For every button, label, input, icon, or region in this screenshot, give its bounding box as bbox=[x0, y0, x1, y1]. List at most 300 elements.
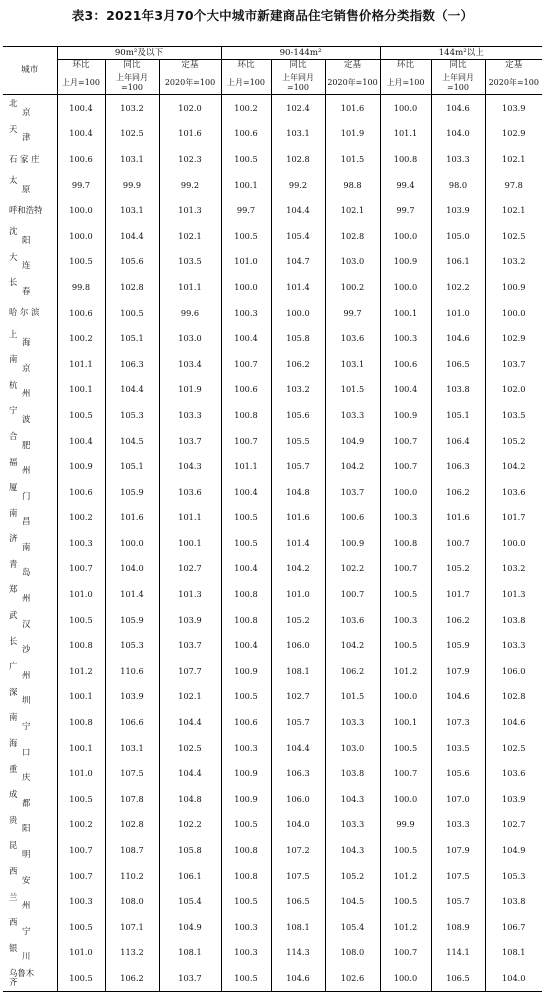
index-value-cell: 100.2 bbox=[57, 812, 105, 838]
index-value-cell: 106.2 bbox=[431, 479, 485, 505]
city-name-cell: 重 庆 bbox=[9, 763, 31, 783]
base-header-mom: 上月=100 bbox=[380, 71, 431, 95]
index-value-cell: 100.3 bbox=[380, 607, 431, 633]
index-value-cell: 100.5 bbox=[380, 837, 431, 863]
index-value-cell: 106.6 bbox=[105, 709, 159, 735]
index-value-cell: 106.0 bbox=[271, 632, 325, 658]
index-value-cell: 102.7 bbox=[159, 556, 221, 582]
index-value-cell: 104.0 bbox=[271, 812, 325, 838]
index-value-cell: 103.2 bbox=[105, 95, 159, 121]
index-value-cell: 101.1 bbox=[57, 351, 105, 377]
index-value-cell: 102.2 bbox=[159, 812, 221, 838]
index-value-cell: 102.4 bbox=[271, 95, 325, 121]
index-value-cell: 104.6 bbox=[431, 95, 485, 121]
index-value-cell: 108.1 bbox=[485, 940, 542, 966]
index-value-cell: 104.2 bbox=[271, 556, 325, 582]
index-value-cell: 100.3 bbox=[221, 914, 271, 940]
index-value-cell: 100.8 bbox=[221, 402, 271, 428]
index-value-cell: 102.9 bbox=[485, 121, 542, 147]
table-row bbox=[3, 658, 542, 684]
index-value-cell: 105.1 bbox=[105, 453, 159, 479]
index-value-cell: 105.8 bbox=[159, 837, 221, 863]
index-value-cell: 105.0 bbox=[431, 223, 485, 249]
index-value-cell: 103.5 bbox=[431, 735, 485, 761]
index-value-cell: 108.1 bbox=[271, 658, 325, 684]
index-value-cell: 100.0 bbox=[105, 530, 159, 556]
index-value-cell: 104.6 bbox=[431, 684, 485, 710]
index-value-cell: 105.3 bbox=[105, 632, 159, 658]
table-row bbox=[3, 197, 542, 223]
index-value-cell: 97.8 bbox=[485, 172, 542, 198]
index-value-cell: 103.6 bbox=[325, 325, 380, 351]
index-value-cell: 106.1 bbox=[431, 249, 485, 275]
index-value-cell: 107.9 bbox=[431, 658, 485, 684]
table-row bbox=[3, 377, 542, 403]
table-title: 表3：2021年3月70个大中城市新建商品住宅销售价格分类指数（一） bbox=[71, 8, 474, 23]
index-value-cell: 103.9 bbox=[105, 684, 159, 710]
index-value-cell: 113.2 bbox=[105, 940, 159, 966]
index-value-cell: 102.0 bbox=[159, 95, 221, 121]
sub-header-mom: 环比 bbox=[221, 60, 271, 72]
index-value-cell: 107.5 bbox=[431, 863, 485, 889]
index-value-cell: 103.3 bbox=[485, 632, 542, 658]
index-value-cell: 104.0 bbox=[485, 965, 542, 991]
index-value-cell: 104.9 bbox=[325, 428, 380, 454]
index-value-cell: 100.6 bbox=[380, 351, 431, 377]
sub-header-mom: 环比 bbox=[57, 60, 105, 72]
index-value-cell: 103.5 bbox=[485, 402, 542, 428]
table-body bbox=[3, 95, 542, 992]
base-header-yoy: 上年同月=100 bbox=[105, 71, 159, 95]
index-value-cell: 100.4 bbox=[57, 428, 105, 454]
index-value-cell: 104.0 bbox=[431, 121, 485, 147]
index-value-cell: 103.0 bbox=[159, 325, 221, 351]
index-value-cell: 100.4 bbox=[380, 377, 431, 403]
table-row bbox=[3, 965, 542, 991]
index-value-cell: 101.1 bbox=[159, 274, 221, 300]
index-value-cell: 103.3 bbox=[325, 709, 380, 735]
base-header-fixed: 2020年=100 bbox=[325, 71, 380, 95]
table-row bbox=[3, 684, 542, 710]
index-value-cell: 101.0 bbox=[271, 581, 325, 607]
index-value-cell: 101.7 bbox=[431, 581, 485, 607]
index-value-cell: 103.2 bbox=[485, 249, 542, 275]
index-value-cell: 99.7 bbox=[325, 300, 380, 326]
index-value-cell: 100.2 bbox=[57, 325, 105, 351]
table-row bbox=[3, 274, 542, 300]
index-value-cell: 104.2 bbox=[325, 632, 380, 658]
index-value-cell: 104.4 bbox=[105, 377, 159, 403]
index-value-cell: 100.5 bbox=[380, 735, 431, 761]
index-value-cell: 99.2 bbox=[159, 172, 221, 198]
index-value-cell: 100.6 bbox=[325, 505, 380, 531]
index-value-cell: 108.7 bbox=[105, 837, 159, 863]
index-value-cell: 100.1 bbox=[221, 172, 271, 198]
index-value-cell: 101.3 bbox=[485, 581, 542, 607]
index-value-cell: 100.5 bbox=[57, 786, 105, 812]
index-value-cell: 106.2 bbox=[325, 658, 380, 684]
index-value-cell: 100.4 bbox=[221, 632, 271, 658]
index-value-cell: 100.8 bbox=[380, 146, 431, 172]
index-value-cell: 101.6 bbox=[271, 505, 325, 531]
index-value-cell: 105.1 bbox=[105, 325, 159, 351]
index-value-cell: 103.8 bbox=[431, 377, 485, 403]
index-value-cell: 105.7 bbox=[271, 453, 325, 479]
city-name-cell: 大 连 bbox=[9, 251, 31, 271]
index-value-cell: 103.8 bbox=[485, 607, 542, 633]
index-value-cell: 100.5 bbox=[380, 632, 431, 658]
index-value-cell: 103.1 bbox=[105, 735, 159, 761]
index-value-cell: 101.4 bbox=[105, 581, 159, 607]
index-value-cell: 102.7 bbox=[271, 684, 325, 710]
index-value-cell: 100.1 bbox=[380, 709, 431, 735]
group-header-large: 144m²以上 bbox=[380, 47, 542, 60]
index-value-cell: 100.0 bbox=[380, 965, 431, 991]
index-value-cell: 100.8 bbox=[57, 709, 105, 735]
index-value-cell: 100.5 bbox=[57, 402, 105, 428]
index-value-cell: 107.9 bbox=[431, 837, 485, 863]
index-value-cell: 104.6 bbox=[431, 325, 485, 351]
index-value-cell: 104.8 bbox=[159, 786, 221, 812]
index-value-cell: 106.5 bbox=[431, 351, 485, 377]
index-value-cell: 101.1 bbox=[380, 121, 431, 147]
table-row bbox=[3, 300, 542, 326]
index-value-cell: 100.5 bbox=[105, 300, 159, 326]
index-value-cell: 106.7 bbox=[485, 914, 542, 940]
base-header-fixed: 2020年=100 bbox=[159, 71, 221, 95]
index-value-cell: 100.1 bbox=[57, 684, 105, 710]
index-value-cell: 107.8 bbox=[105, 786, 159, 812]
index-value-cell: 103.6 bbox=[485, 479, 542, 505]
index-value-cell: 100.0 bbox=[380, 223, 431, 249]
sub-header-yoy: 同比 bbox=[271, 60, 325, 72]
index-value-cell: 106.2 bbox=[431, 607, 485, 633]
index-value-cell: 103.1 bbox=[271, 121, 325, 147]
index-value-cell: 100.9 bbox=[221, 658, 271, 684]
sub-header-fixed: 定基 bbox=[325, 60, 380, 72]
index-value-cell: 101.2 bbox=[380, 863, 431, 889]
index-value-cell: 102.8 bbox=[105, 812, 159, 838]
sub-header-mom: 环比 bbox=[380, 60, 431, 72]
index-value-cell: 107.7 bbox=[159, 658, 221, 684]
table-row bbox=[3, 95, 542, 121]
index-value-cell: 102.1 bbox=[159, 684, 221, 710]
index-value-cell: 103.6 bbox=[485, 760, 542, 786]
index-value-cell: 100.4 bbox=[221, 556, 271, 582]
index-value-cell: 101.0 bbox=[221, 249, 271, 275]
index-value-cell: 100.9 bbox=[221, 760, 271, 786]
index-value-cell: 103.9 bbox=[159, 607, 221, 633]
index-value-cell: 101.6 bbox=[325, 95, 380, 121]
index-value-cell: 103.9 bbox=[431, 197, 485, 223]
index-value-cell: 103.7 bbox=[485, 351, 542, 377]
table-row bbox=[3, 914, 542, 940]
table-row bbox=[3, 351, 542, 377]
index-value-cell: 100.6 bbox=[221, 377, 271, 403]
index-value-cell: 100.1 bbox=[57, 377, 105, 403]
index-value-cell: 100.4 bbox=[221, 479, 271, 505]
index-value-cell: 100.9 bbox=[57, 453, 105, 479]
table-row bbox=[3, 402, 542, 428]
city-name-cell: 南 昌 bbox=[9, 507, 31, 527]
index-value-cell: 102.8 bbox=[325, 223, 380, 249]
index-value-cell: 100.7 bbox=[380, 453, 431, 479]
index-value-cell: 103.2 bbox=[271, 377, 325, 403]
index-value-cell: 104.4 bbox=[105, 223, 159, 249]
index-value-cell: 105.2 bbox=[271, 607, 325, 633]
index-value-cell: 105.4 bbox=[159, 888, 221, 914]
index-value-cell: 100.6 bbox=[221, 121, 271, 147]
index-value-cell: 99.7 bbox=[380, 197, 431, 223]
index-value-cell: 104.9 bbox=[485, 837, 542, 863]
index-value-cell: 100.3 bbox=[380, 505, 431, 531]
index-value-cell: 100.0 bbox=[380, 786, 431, 812]
index-value-cell: 100.5 bbox=[57, 607, 105, 633]
index-value-cell: 105.9 bbox=[431, 632, 485, 658]
city-name-cell: 西 安 bbox=[9, 866, 31, 885]
index-value-cell: 100.4 bbox=[57, 121, 105, 147]
index-value-cell: 100.4 bbox=[57, 95, 105, 121]
index-value-cell: 101.5 bbox=[325, 146, 380, 172]
index-value-cell: 101.4 bbox=[271, 274, 325, 300]
index-value-cell: 105.6 bbox=[105, 249, 159, 275]
index-value-cell: 108.9 bbox=[431, 914, 485, 940]
index-value-cell: 100.9 bbox=[380, 402, 431, 428]
index-value-cell: 101.4 bbox=[271, 530, 325, 556]
index-value-cell: 100.7 bbox=[431, 530, 485, 556]
index-value-cell: 101.3 bbox=[159, 197, 221, 223]
index-value-cell: 101.6 bbox=[431, 505, 485, 531]
index-value-cell: 100.9 bbox=[485, 274, 542, 300]
city-name-cell: 乌鲁木 齐 bbox=[3, 965, 57, 991]
city-name-cell: 武 汉 bbox=[9, 610, 31, 629]
index-value-cell: 103.3 bbox=[159, 402, 221, 428]
index-value-cell: 103.4 bbox=[159, 351, 221, 377]
index-value-cell: 108.1 bbox=[159, 940, 221, 966]
index-value-cell: 100.9 bbox=[380, 249, 431, 275]
index-value-cell: 100.5 bbox=[221, 223, 271, 249]
index-value-cell: 103.5 bbox=[159, 249, 221, 275]
index-value-cell: 100.0 bbox=[380, 479, 431, 505]
table-row bbox=[3, 786, 542, 812]
index-value-cell: 99.6 bbox=[159, 300, 221, 326]
table-row bbox=[3, 556, 542, 582]
index-value-cell: 100.0 bbox=[57, 223, 105, 249]
city-name-cell: 沈 阳 bbox=[9, 226, 31, 245]
index-value-cell: 104.4 bbox=[159, 709, 221, 735]
index-value-cell: 101.3 bbox=[159, 581, 221, 607]
index-value-cell: 100.5 bbox=[57, 965, 105, 991]
table-row bbox=[3, 172, 542, 198]
index-value-cell: 104.9 bbox=[159, 914, 221, 940]
table-row bbox=[3, 607, 542, 633]
index-value-cell: 99.7 bbox=[57, 172, 105, 198]
city-name-cell: 南 京 bbox=[9, 354, 31, 373]
index-value-cell: 103.9 bbox=[485, 786, 542, 812]
index-value-cell: 100.7 bbox=[221, 428, 271, 454]
index-value-cell: 105.8 bbox=[271, 325, 325, 351]
city-name-cell: 太 原 bbox=[9, 174, 31, 194]
index-value-cell: 102.5 bbox=[105, 121, 159, 147]
sub-header-yoy: 同比 bbox=[431, 60, 485, 72]
city-name-cell: 广 州 bbox=[9, 661, 31, 680]
index-value-cell: 105.4 bbox=[271, 223, 325, 249]
index-value-cell: 100.0 bbox=[380, 95, 431, 121]
base-header-yoy: 上年同月=100 bbox=[271, 71, 325, 95]
index-value-cell: 100.7 bbox=[325, 581, 380, 607]
index-value-cell: 107.1 bbox=[105, 914, 159, 940]
index-value-cell: 106.3 bbox=[431, 453, 485, 479]
index-value-cell: 106.3 bbox=[271, 760, 325, 786]
table-row bbox=[3, 760, 542, 786]
index-value-cell: 104.5 bbox=[105, 428, 159, 454]
base-header-fixed: 2020年=100 bbox=[485, 71, 542, 95]
index-value-cell: 102.2 bbox=[325, 556, 380, 582]
table-row bbox=[3, 223, 542, 249]
index-value-cell: 105.4 bbox=[325, 914, 380, 940]
index-value-cell: 103.7 bbox=[159, 428, 221, 454]
index-value-cell: 103.7 bbox=[325, 479, 380, 505]
index-value-cell: 100.8 bbox=[57, 632, 105, 658]
city-name-cell: 深 圳 bbox=[9, 686, 31, 706]
index-value-cell: 102.1 bbox=[159, 223, 221, 249]
index-value-cell: 100.0 bbox=[57, 197, 105, 223]
index-value-cell: 103.0 bbox=[325, 249, 380, 275]
index-value-cell: 104.4 bbox=[271, 735, 325, 761]
index-value-cell: 103.3 bbox=[431, 812, 485, 838]
index-value-cell: 101.1 bbox=[159, 505, 221, 531]
base-header-mom: 上月=100 bbox=[221, 71, 271, 95]
city-name-cell: 呼和浩特 bbox=[9, 204, 43, 215]
index-value-cell: 103.2 bbox=[485, 556, 542, 582]
index-value-cell: 100.2 bbox=[57, 505, 105, 531]
index-value-cell: 102.0 bbox=[485, 377, 542, 403]
index-value-cell: 104.3 bbox=[159, 453, 221, 479]
city-header: 城市 bbox=[3, 47, 57, 95]
index-value-cell: 103.3 bbox=[325, 402, 380, 428]
index-value-cell: 100.7 bbox=[221, 351, 271, 377]
index-value-cell: 101.6 bbox=[105, 505, 159, 531]
city-name-cell: 西 宁 bbox=[9, 917, 31, 936]
index-value-cell: 100.8 bbox=[221, 581, 271, 607]
sub-header-fixed: 定基 bbox=[485, 60, 542, 72]
index-value-cell: 103.6 bbox=[159, 479, 221, 505]
index-value-cell: 99.2 bbox=[271, 172, 325, 198]
index-value-cell: 99.7 bbox=[221, 197, 271, 223]
index-value-cell: 100.2 bbox=[325, 274, 380, 300]
table-row bbox=[3, 863, 542, 889]
index-value-cell: 106.2 bbox=[105, 965, 159, 991]
index-value-cell: 100.7 bbox=[57, 837, 105, 863]
index-value-cell: 104.5 bbox=[325, 888, 380, 914]
index-value-cell: 102.2 bbox=[431, 274, 485, 300]
index-value-cell: 100.8 bbox=[221, 837, 271, 863]
index-value-cell: 100.7 bbox=[380, 428, 431, 454]
index-value-cell: 100.1 bbox=[57, 735, 105, 761]
index-value-cell: 100.9 bbox=[221, 786, 271, 812]
city-name-cell: 银 川 bbox=[9, 942, 31, 962]
index-value-cell: 99.4 bbox=[380, 172, 431, 198]
index-value-cell: 100.0 bbox=[380, 274, 431, 300]
base-header-yoy: 上年同月=100 bbox=[431, 71, 485, 95]
table-row bbox=[3, 479, 542, 505]
index-value-cell: 100.5 bbox=[221, 505, 271, 531]
index-value-cell: 99.9 bbox=[105, 172, 159, 198]
index-value-cell: 100.7 bbox=[57, 863, 105, 889]
city-name-cell: 海 口 bbox=[9, 738, 31, 757]
index-value-cell: 100.0 bbox=[485, 530, 542, 556]
index-value-cell: 101.1 bbox=[221, 453, 271, 479]
index-value-cell: 106.5 bbox=[271, 888, 325, 914]
table-row bbox=[3, 888, 542, 914]
index-value-cell: 102.1 bbox=[325, 197, 380, 223]
index-value-cell: 104.8 bbox=[271, 479, 325, 505]
index-value-cell: 103.9 bbox=[485, 95, 542, 121]
index-value-cell: 102.7 bbox=[485, 812, 542, 838]
table-row bbox=[3, 505, 542, 531]
index-value-cell: 110.2 bbox=[105, 863, 159, 889]
index-value-cell: 105.9 bbox=[105, 479, 159, 505]
index-value-cell: 101.9 bbox=[159, 377, 221, 403]
index-value-cell: 100.6 bbox=[57, 146, 105, 172]
index-value-cell: 103.1 bbox=[105, 197, 159, 223]
index-value-cell: 105.3 bbox=[105, 402, 159, 428]
index-value-cell: 103.7 bbox=[159, 965, 221, 991]
table-row bbox=[3, 249, 542, 275]
index-value-cell: 100.5 bbox=[57, 914, 105, 940]
index-value-cell: 104.7 bbox=[271, 249, 325, 275]
index-value-cell: 105.7 bbox=[431, 888, 485, 914]
index-value-cell: 101.6 bbox=[159, 121, 221, 147]
index-value-cell: 104.6 bbox=[485, 709, 542, 735]
index-value-cell: 100.7 bbox=[380, 556, 431, 582]
index-value-cell: 100.5 bbox=[221, 888, 271, 914]
city-name-cell: 兰 州 bbox=[9, 891, 31, 911]
index-value-cell: 106.1 bbox=[159, 863, 221, 889]
index-value-cell: 102.8 bbox=[105, 274, 159, 300]
index-value-cell: 101.0 bbox=[57, 940, 105, 966]
index-value-cell: 105.2 bbox=[431, 556, 485, 582]
index-value-cell: 100.9 bbox=[325, 530, 380, 556]
index-value-cell: 107.3 bbox=[431, 709, 485, 735]
index-value-cell: 100.5 bbox=[380, 581, 431, 607]
index-value-cell: 104.2 bbox=[325, 453, 380, 479]
index-value-cell: 100.3 bbox=[221, 940, 271, 966]
index-value-cell: 107.2 bbox=[271, 837, 325, 863]
index-value-cell: 102.5 bbox=[485, 735, 542, 761]
table-row bbox=[3, 632, 542, 658]
index-value-cell: 105.2 bbox=[325, 863, 380, 889]
price-index-table bbox=[3, 46, 542, 992]
index-value-cell: 103.1 bbox=[325, 351, 380, 377]
index-value-cell: 108.0 bbox=[105, 888, 159, 914]
index-value-cell: 104.4 bbox=[159, 760, 221, 786]
city-name-cell: 石 家 庄 bbox=[9, 153, 40, 164]
index-value-cell: 100.5 bbox=[57, 249, 105, 275]
index-value-cell: 100.8 bbox=[221, 863, 271, 889]
index-value-cell: 100.0 bbox=[271, 300, 325, 326]
index-value-cell: 103.3 bbox=[431, 146, 485, 172]
index-value-cell: 103.8 bbox=[485, 888, 542, 914]
index-value-cell: 101.2 bbox=[380, 914, 431, 940]
index-value-cell: 114.1 bbox=[431, 940, 485, 966]
index-value-cell: 104.3 bbox=[325, 786, 380, 812]
index-value-cell: 100.7 bbox=[380, 760, 431, 786]
index-value-cell: 105.5 bbox=[271, 428, 325, 454]
index-value-cell: 102.5 bbox=[485, 223, 542, 249]
index-value-cell: 105.6 bbox=[271, 402, 325, 428]
table-row bbox=[3, 530, 542, 556]
